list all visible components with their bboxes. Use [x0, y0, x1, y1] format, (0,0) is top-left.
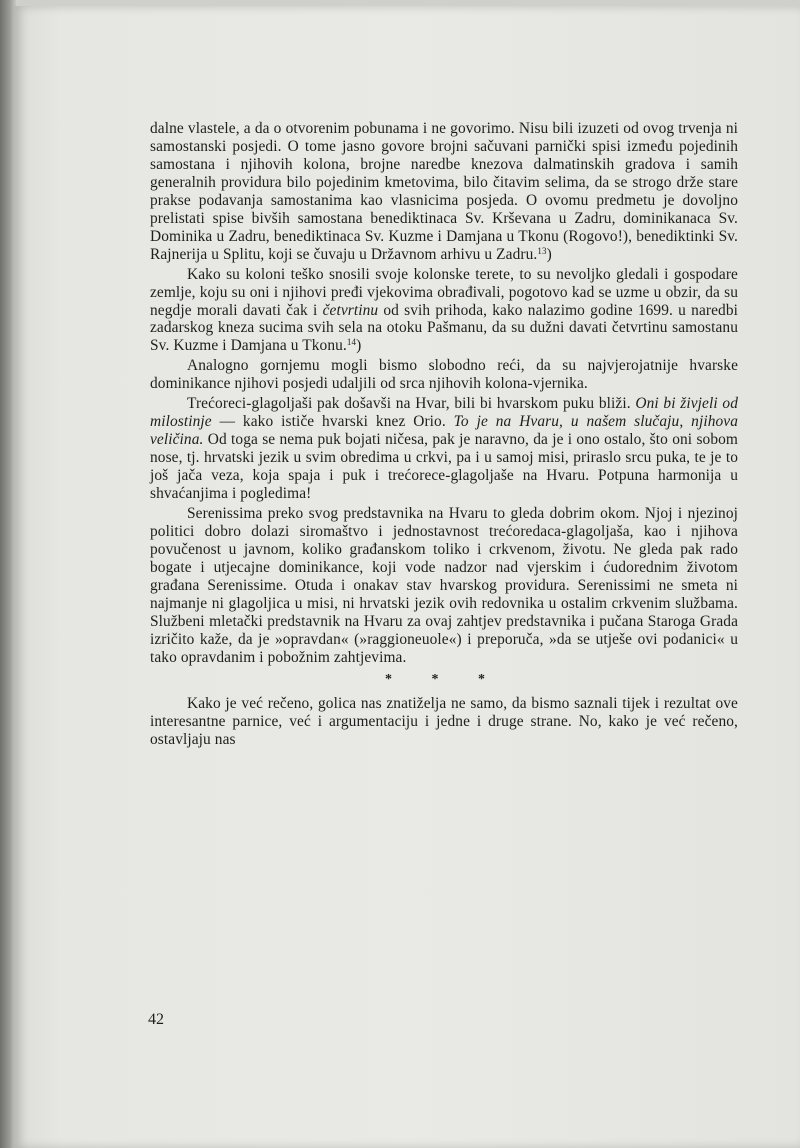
footnote-reference: 13	[537, 245, 547, 256]
text-run: Trećoreci-glagoljaši pak došavši na Hvar, bili bi hvarskom puku bliži.	[187, 395, 636, 413]
text-run: od svih prihoda, kako nalazimo godine 1699. u naredbi zadarskog kneza sucima svih sela na otoku Pašmanu, da su dužni davati četvrtinu samostanu Sv. Kuzme i Damjana u Tkonu.	[150, 301, 738, 355]
text-run: Serenissima preko svog predstavnika na Hvaru to gleda dobrim okom. Njoj i njezinoj politici dobro dolazi siromaštvo i jednostavnost trećoredaca-glagoljaša, kao i njihova povučenost u javnom, koliko građanskom toliko i crkvenom, životu. Ne gleda pak rado bogate i utjecajne dominikance, koji vode nadzor nad vjerskim i ćudorednim životom građana Serenissime. Otuda i onakav stav hvarskog providura. Serenissimi ne smeta ni najmanje ni glagoljica u misi, ni hrvatski jezik ovih redovnika u ostalim crkvenim službama. Službeni mletački predstavnik na Hvaru za ovaj zahtjev predstavnika i pučana Staroga Grada izričito kaže, da je »opravdan« (»raggioneuole«) i preporuča, »da se utješe ovi podanici« u tako opravdanim i pobožnim zahtjevima.	[150, 505, 738, 666]
paragraph	[150, 357, 738, 393]
text-run: — kako ističe hvarski knez Orio.	[211, 413, 454, 431]
paragraph	[150, 120, 738, 264]
paragraph	[150, 695, 738, 749]
paragraph	[150, 395, 738, 503]
text-run: )	[546, 245, 552, 263]
paragraph	[150, 505, 738, 667]
page-body-text	[150, 120, 738, 748]
emphasized-text: Oni bi živjeli od milostinje	[150, 395, 738, 431]
text-run: dalne vlastele, a da o otvorenim pobunama i ne govorimo. Nisu bili izuzeti od ovog trvenja ni samostanski posjedi. O tome jasno govore brojni sačuvani parnički spisi između pojedinih samostana i njihovih kolona, brojne naredbe knezova dalmatinskih gradova i samih generalnih providura bilo pojedinim kmetovima, bilo čitavim selima, da se strogo drže stare prakse podavanja samostanima kao vlasnicima posjeda. O ovomu predmetu je dovoljno prelistati spise bivših samostana benediktinaca Sv. Krševana u Zadru, dominikanaca Sv. Dominika u Zadru, benediktinaca Sv. Kuzme i Damjana u Tkonu (Rogovo!), benediktinki Sv. Rajnerija u Splitu, koji se čuvaju u Državnom arhivu u Zadru.	[150, 120, 738, 263]
page-number: 42	[148, 1011, 164, 1028]
section-separator: * * *	[385, 671, 503, 687]
text-run: Kako je već rečeno, golica nas znatiželja ne samo, da bismo saznali tijek i rezultat ove interesantne parnice, već i argumentaciju i jedne i druge strane. No, kako je već rečeno, ostavljaju nas	[150, 694, 738, 748]
paragraph	[150, 266, 738, 356]
text-run: Analogno gornjemu mogli bismo slobodno reći, da su najvjerojatnije hvarske dominikance njihovi posjedi udaljili od srca njihovih kolona-vjernika.	[150, 357, 738, 393]
text-run: )	[356, 337, 362, 355]
text-run: Kako su koloni teško snosili svoje kolonske terete, to su nevoljko gledali i gospodare zemlje, koju su oni i njihovi pređi vjekovima obrađivali, pogotovo kad se uzme u obzir, da su negdje morali davati čak i	[150, 265, 738, 319]
footnote-reference: 14	[346, 337, 357, 348]
text-run: Od toga se nema puk bojati ničesa, pak je naravno, da je i ono ostalo, što oni sobom nose, tj. hrvatski jezik u svim obredima u crkvi, pa i u samoj misi, priraslo srcu puka, te je to još jača veza, koja spaja i puk i trećorece-glagoljaše na Hvaru. Potpuna harmonija u shvaćanjima i pogledima!	[150, 431, 738, 503]
emphasized-text: To je na Hvaru, u našem slučaju, njihova veličina.	[150, 413, 739, 449]
emphasized-text: četvrtinu	[322, 301, 379, 319]
